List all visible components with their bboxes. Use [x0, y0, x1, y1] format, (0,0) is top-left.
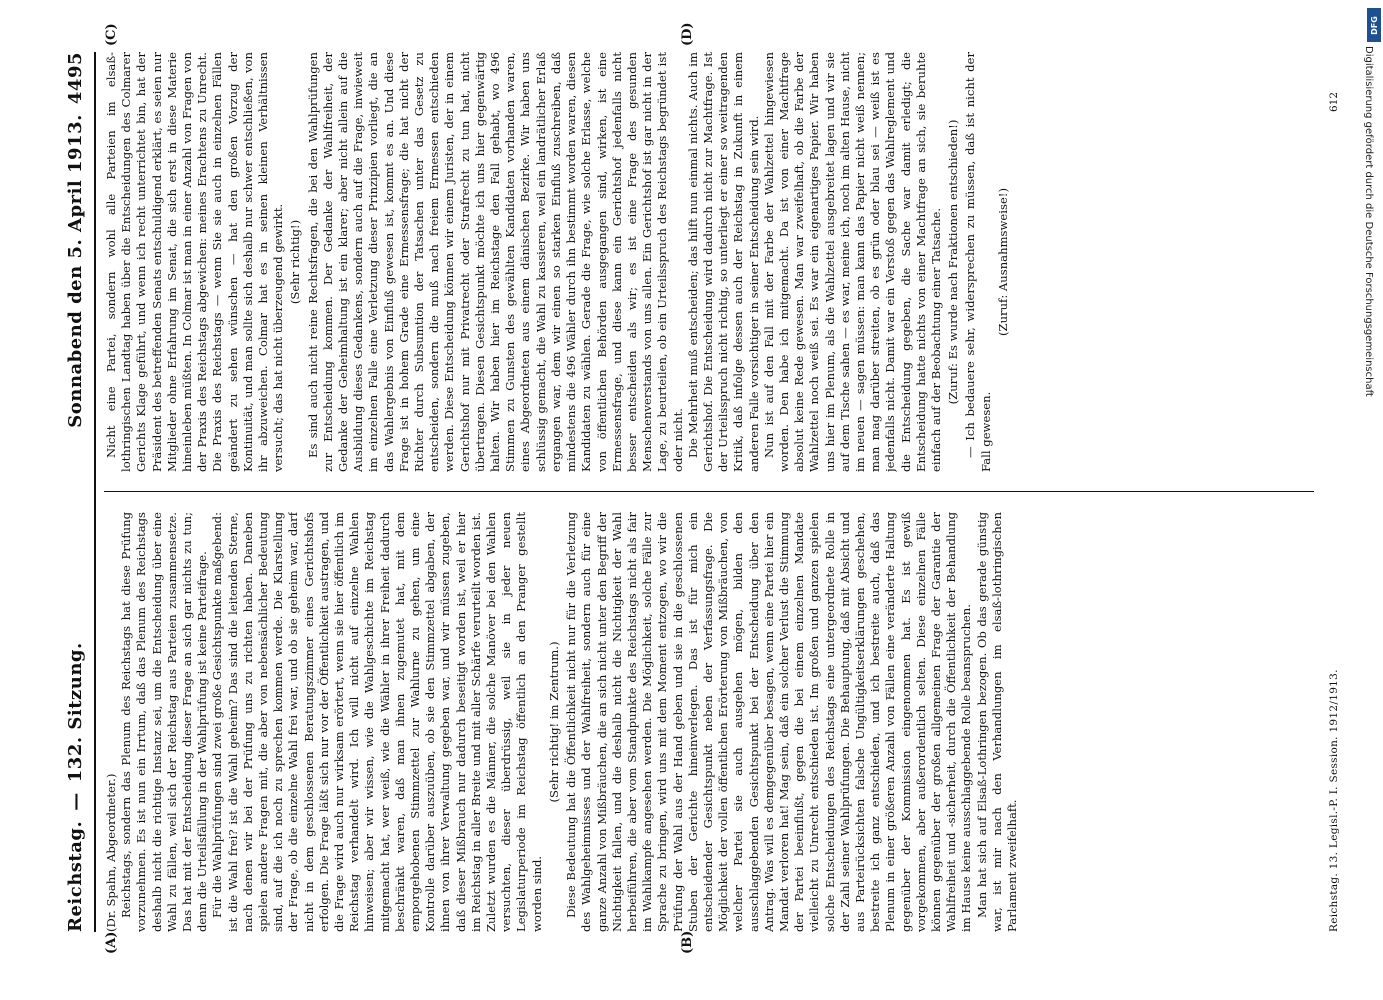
dfg-logo-text: DFG — [1369, 15, 1379, 35]
margin-mark-d: (D) — [680, 22, 695, 46]
closing-paragraph: — Ich bedauere sehr, widersprechen zu müssen, daß ist nicht der Fall gewesen. — [963, 52, 993, 472]
footer-number: 612 — [1328, 91, 1340, 112]
applause-note: (Sehr richtig! im Zentrum.) — [546, 641, 561, 803]
margin-mark-b: (B) — [680, 930, 695, 954]
document-page — [60, 22, 1360, 954]
header-date: Sonnabend den 5. April 1913. — [64, 114, 86, 428]
column-divider — [104, 491, 1314, 492]
dfg-credit: Digitalisierung gefördert durch die Deutsche Forschungsgemeinschaft — [1363, 46, 1374, 397]
paragraph: Nun ist auf den Fall mit der Farbe der Wahlzettel hingewiesen worden. Den habe ich mitgemacht. Da ist von einer Machtfrage absolut keine Rede gewesen. Man war zweifelhaft, ob die Farbe der Wahlzettel noch weiß sei. Es war ein eigenartiges Papier. Wir haben uns hier im Plenum, als die Wahlzettel ausgebreitet lagen und wir sie auf dem Tische sahen — es war, meine ich, noch im alten Hause, nicht im neuen — sagen müssen: man kann das Papier nicht weiß nennen; man mag darüber streiten, ob es grün oder blau sei — weiß ist es jedenfalls nicht. Damit war ein Verstoß gegen das Wahlreglement und die Entscheidung gegeben, die Sache war damit erledigt; die Entscheidung hatte nichts von einer Machtfrage an sich, sie beruhte einfach auf der Beobachtung einer Tatsache. — [761, 52, 943, 472]
header-dash: — — [64, 792, 86, 811]
dfg-logo — [1367, 8, 1381, 42]
page-header — [60, 52, 90, 932]
speaker-label: (Dr. Spahn, Abgeordneter.) — [104, 773, 118, 932]
header-title: Reichstag. — [64, 820, 86, 932]
interjection: (Zuruf: Es wurde nach Fraktionen entschieden!) — [946, 119, 961, 405]
header-rule — [94, 52, 96, 932]
paragraph: Diese Bedeutung hat die Öffentlichkeit nicht nur für die Verletzung des Wahlgeheimnisses und der Wahlfreiheit, sondern auch für eine ganze Anzahl von Mißbräuchen, die an sich nicht unter den Begriff der Nichtigkeit fallen, und die deshalb nicht die Nichtigkeit der Wahl herbeiführen, die aber vom Standpunkte des Reichstags nicht als fair im Wahlkampfe angesehen werden. Die Möglichkeit, solche Fälle zur Sprache zu bringen, wird uns mit dem Moment entzogen, wo wir die Prüfung der Wahl aus der Hand geben und sie in die geschlossenen Stuben der Gerichte hineinverlegen. Das ist für mich ein entscheidender Gesichtspunkt neben der Verfassungsfrage. Die Möglichkeit der vollen öffentlichen Erörterung von Mißbräuchen, von welcher Partei sie auch ausgehen mögen, bilden den ausschlaggebenden Gesichtspunkt bei der Entscheidung über den Antrag. Was will es demgegenüber besagen, wenn eine Partei hier ein Mandat verloren hat! Mag sein, daß ein solcher Verlust die Stimmung der Partei beeinflußt, gegen die bei einem einzelnen Mandate vielleicht zu Unrecht entschieden ist. Im großen und ganzen spielen solche Entscheidungen des Reichstags eine untergeordnete Rolle in der Zahl seiner Wahlprüfungen. Die Behauptung, daß mit Absicht und aus Parteirücksichten falsche Ungültigkeitserklärungen geschehen, bestreite ich ganz entschieden, und ich bestreite auch, daß das Plenum in einer größeren Anzahl von Fällen eine veränderte Haltung gegenüber der Kommission eingenommen hat. Es ist gewiß vorgekommen, aber außerordentlich selten. Diese einzelnen Fälle können gegenüber der großen allgemeinen Frage der Garantie der Wahlfreiheit und -sicherheit, durch die Öffentlichkeit der Behandlung im Hause keine ausschlaggebende Rolle beanspruchen. — [564, 512, 974, 932]
left-column — [104, 512, 1324, 932]
header-session: 132. Sitzung. — [64, 642, 86, 783]
paragraph: Es sind auch nicht reine Rechtsfragen, die bei den Wahlprüfungen zur Entscheidung kommen. Der Gedanke der Wahlfreiheit, der Gedanke der Geheimhaltung ist ein klarer; aber nicht allein auf die Ausbildung dieses Gedankens, sondern auch auf die Frage, inwieweit im einzelnen Falle eine Verletzung dieser Prinzipien vorliegt, die an das Wahlergebnis von Einfluß gewesen ist, kommt es an. Und diese Frage ist in hohem Grade eine Ermessensfrage; die hat nicht der Richter durch Subsumtion der Tatsachen unter das Gesetz zu entscheiden, sondern die muß nach freiem Ermessen entschieden werden. Diese Entscheidung können wir einem Juristen, der in einem Gerichtshof nur mit Privatrecht oder Strafrecht zu tun hat, nicht übertragen. Diesen Gesichtspunkt möchte ich uns hier gegenwärtig halten. Wir haben hier im Reichstage den Fall gehabt, wo 496 Stimmen zu Gunsten des gewählten Kandidaten vorhanden waren, eines Abgeordneten aus einem dänischen Bezirke. Wir haben uns schlüssig gemacht, die Wahl zu kassieren, weil ein landrätlicher Erlaß ergangen war, dem wir einen so starken Einfluß zuschreiben, daß mindestens die 496 Wähler durch ihn bestimmt worden waren, diesen Kandidaten zu wählen. Gerade die Frage, wie solche Erlasse, welche von öffentlichen Behörden ausgegangen sind, wirken, ist eine Ermessensfrage, und diese kann ein Gerichtshof jedenfalls nicht besser entscheiden als wir; es ist eine Frage des gesunden Menschenverstands von uns allen. Ein Gerichtshof ist gar nicht in der Lage, zu beurteilen, ob ein Urteilsspruch des Reichstags begründet ist oder nicht. — [305, 52, 685, 472]
paragraph: Man hat sich auf Elsaß-Lothringen bezogen. Ob das gerade günstig war, ist mir nach den Verhandlungen im elsaß-lothringischen Parlament zweifelhaft. — [974, 512, 1019, 932]
margin-mark-a: (A) — [104, 931, 119, 954]
paragraph: Reichstags, sondern das Plenum des Reichstags hat diese Prüfung vorzunehmen. Es ist nun ein Irrtum, daß das Plenum des Reichstags deshalb nicht die richtige Instanz sei, um die Entscheidung über eine Wahl zu fällen, weil sich der Reichstag aus Parteien zusammensetze. Das hat mit der Entscheidung dieser Frage an sich gar nichts zu tun; denn die Urteilsfällung in der Wahlprüfung ist keine Parteifrage. — [119, 512, 210, 932]
margin-mark-c: (C) — [104, 23, 119, 46]
page-number: 4495 — [64, 52, 86, 105]
footer-session-info: Reichstag. 13. Legisl.-P. I. Session. 1912/1913. — [1328, 669, 1340, 932]
paragraph: Die Mehrheit muß entscheiden; das hilft nun einmal nichts. Auch im Gerichtshof. Die Entscheidung wird dadurch nicht zur Machtfrage. Ist der Urteilsspruch nicht richtig, so unterliegt er einer so weitragenden Kritik, daß infolge dessen auch der Reichstag in Zukunft in einem anderen Falle vorsichtiger in seiner Entscheidung sein wird. — [685, 52, 761, 472]
interjection: (Zuruf: Ausnahmsweise!) — [995, 188, 1010, 337]
paragraph: Nicht eine Partei, sondern wohl alle Parteien im elsaß-lothringischen Landtag haben über die Entscheidungen des Colmarer Gerichts Klage geführt, und wenn ich recht unterrichtet bin, hat der Präsident des betreffenden Senats entschuldigend erklärt, es seien nur Mitglieder ohne Erfahrung im Senat, die sich erst in diese Materie hineinleben müßten. In Colmar ist man in einer Anzahl von Fragen von der Praxis des Reichstags abgewichen: meines Erachtens zu Unrecht. Die Praxis des Reichstags — wenn Sie sie auch in einzelnen Fällen geändert zu sehen wünschen — hat den großen Vorzug der Kontinuität, und man sollte sich deshalb nur schwer entschließen, von ihr abzuweichen. Colmar hat es in seinen kleinen Verhältnissen versucht; das hat nicht überzeugend gewirkt. — [104, 52, 286, 472]
applause-note: (Sehr richtig!) — [288, 219, 303, 305]
paragraph: Für die Wahlprüfungen sind zwei große Gesichtspunkte maßgebend: ist die Wahl frei? ist die Wahl geheim? Das sind die leitenden Sterne, nach denen wir bei der Prüfung uns zu richten haben. Daneben spielen andere Fragen mit, die aber von nebensächlicher Bedeutung sind, auf die ich noch zu sprechen kommen werde. Die Klarstellung der Frage, ob die einzelne Wahl frei war, und ob sie geheim war, darf nicht in dem geschlossenen Beratungszimmer eines Gerichtshofs erfolgen. Die Frage läßt sich nur vor der Öffentlichkeit austragen, und die Frage wird auch nur wirksam erörtert, wenn sie hier öffentlich im Reichstag verhandelt wird. Ich will nicht auf einzelne Wahlen hinweisen; aber wir wissen, wie die Wahlgeschichte im Reichstag mitgemacht hat, wer weiß, wie die Wähler in ihrer Freiheit dadurch beschränkt waren, daß man ihnen zugemutet hat, mit dem emporgehobenen Stimmzettel zur Wahlurne zu gehen, um eine Kontrolle darüber auszuüben, ob sie den Stimmzettel abgaben, der ihnen von ihrer Verwaltung gegeben war, und wir müssen zugeben, daß dieser Mißbrauch nur dadurch beseitigt worden ist, weil er hier im Reichstag in aller Breite und mit aller Schärfe verurteilt worden ist. Zuletzt wurden es die Männer, die solche Manöver bei den Wahlen versuchten, dieser überdrüssig, weil sie in jeder neuen Legislaturperiode im Reichstag öffentlich an den Pranger gestellt worden sind. — [210, 512, 544, 932]
right-column — [104, 52, 1324, 472]
